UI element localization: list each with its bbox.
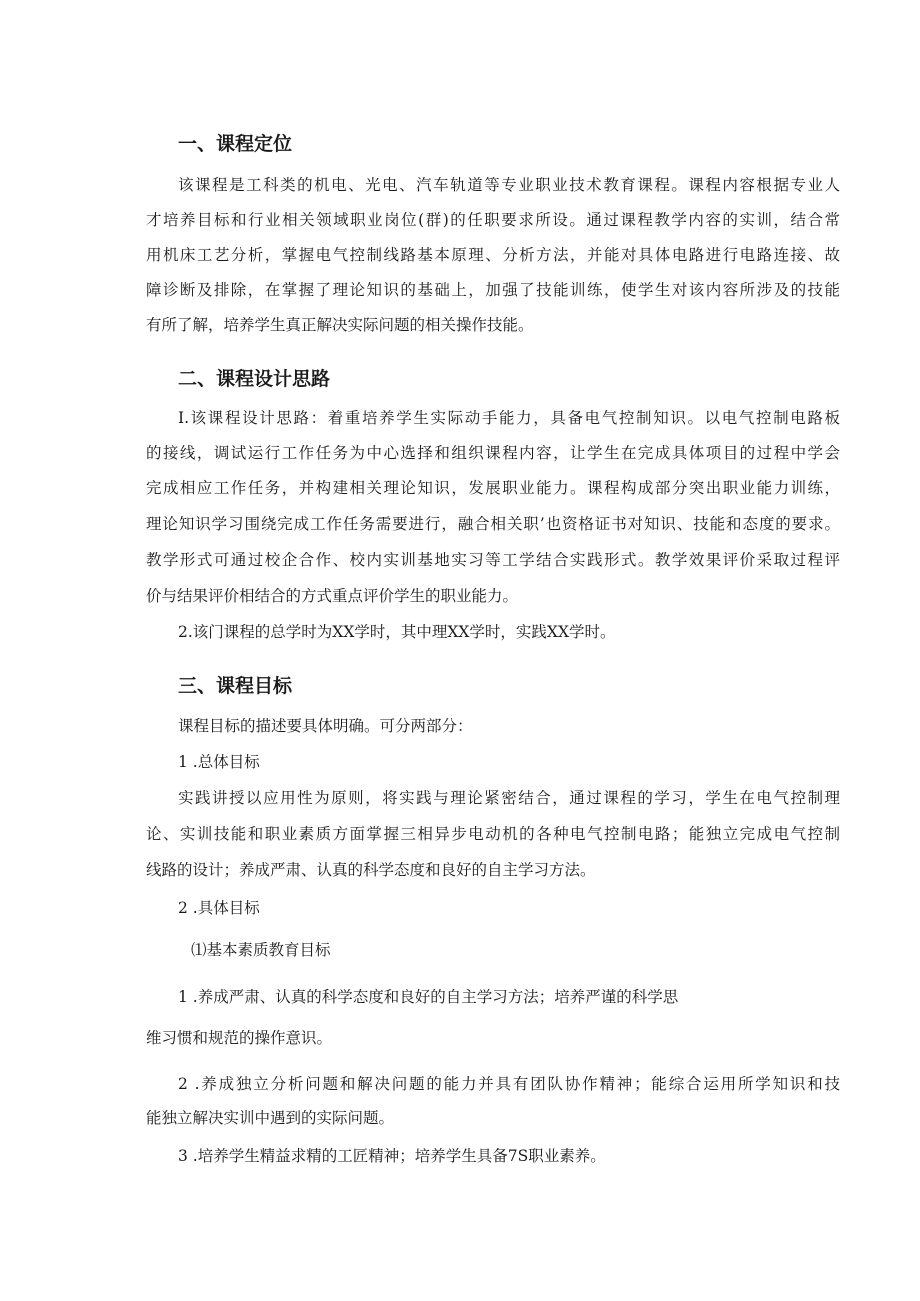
paragraph-line: 维习惯和规范的操作意识。 [146,1029,333,1047]
list-item: 2 .养成独立分析问题和解决问题的能力并具有团队协作精神；能综合运用所学知识和技 [178,1075,840,1093]
paragraph-line: 完成相应工作任务，并构建相关理论知识，发展职业能力。课程构成部分突出职业能力训练， [146,479,840,497]
list-item: 1 .养成严肃、认真的科学态度和良好的自主学习方法；培养严谨的科学思 [178,988,679,1006]
paragraph-line: I.该课程设计思路：着重培养学生实际动手能力，具备电气控制知识。以电气控制电路板 [178,409,840,427]
paragraph-line: 实践讲授以应用性为原则，将实践与理论紧密结合，通过课程的学习，学生在电气控制理 [178,789,840,807]
subheading-specific-goals: 2 .具体目标 [178,899,260,917]
paragraph-line: 障诊断及排除，在掌握了理论知识的基础上，加强了技能训练，使学生对该内容所涉及的技能 [146,281,840,299]
paragraph-line: 才培养目标和行业相关领域职业岗位(群)的任职要求所设。通过课程教学内容的实训，结合常 [146,211,840,229]
paragraph-line: 该课程是工科类的机电、光电、汽车轨道等专业职业技术教育课程。课程内容根据专业人 [178,176,840,194]
subheading-overall-goal: 1 .总体目标 [178,753,260,771]
paragraph-line: 论、实训技能和职业素质方面掌握三相异步电动机的各种电气控制电路；能独立完成电气控制 [146,825,840,843]
section-heading-course-design: 二、课程设计思路 [178,368,331,390]
paragraph-line: 课程目标的描述要具体明确。可分两部分： [178,717,473,735]
paragraph-line: 有所了解，培养学生真正解决实际问题的相关操作技能。 [146,316,534,334]
list-item: 3 .培养学生精益求精的工匠精神；培养学生具备7S职业素养。 [178,1147,606,1165]
section-heading-course-objectives: 三、课程目标 [178,675,293,697]
section-heading-course-positioning: 一、课程定位 [178,133,293,155]
paragraph-line: 价与结果评价相结合的方式重点评价学生的职业能力。 [146,587,519,605]
paragraph-line: 的接线，调试运行工作任务为中心选择和组织课程内容，让学生在完成具体项目的过程中学会 [146,444,840,462]
subheading-basic-quality: ⑴基本素质教育目标 [191,941,331,959]
paragraph-line: 教学形式可通过校企合作、校内实训基地实习等工学结合实践形式。教学效果评价采取过程评 [146,551,840,569]
paragraph-line: 理论知识学习围绕完成工作任务需要进行，融合相关职’也资格证书对知识、技能和态度的要求。 [146,515,840,533]
paragraph-line: 线路的设计；养成严肃、认真的科学态度和良好的自主学习方法。 [146,861,596,879]
paragraph-line: 用机床工艺分析，掌握电气控制线路基本原理、分析方法，并能对具体电路进行电路连接、故 [146,246,840,264]
paragraph-line: 能独立解决实训中遇到的实际问题。 [146,1109,395,1127]
paragraph-line: 2.该门课程的总学时为XX学时，其中理XX学时，实践XX学时。 [178,623,616,641]
